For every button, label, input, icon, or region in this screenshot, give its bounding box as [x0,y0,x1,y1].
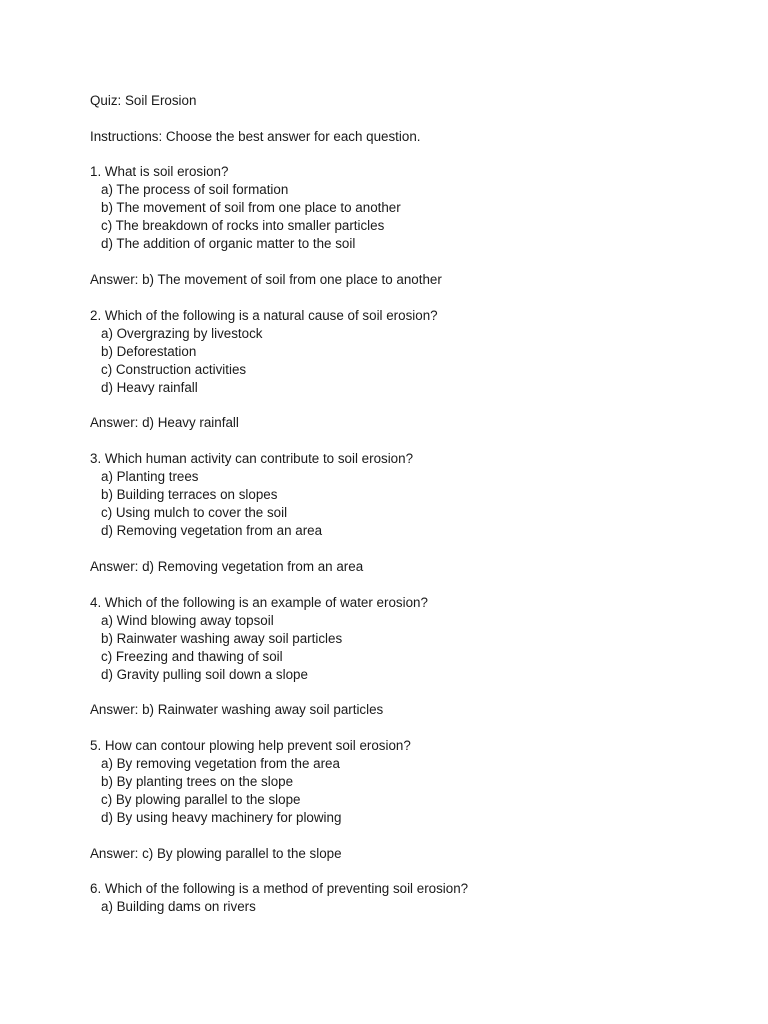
option-c: c) By plowing parallel to the slope [101,791,301,807]
option-c: c) Using mulch to cover the soil [101,505,288,521]
question-text: 4. Which of the following is an example of water erosion? [90,594,428,610]
quiz-title: Quiz: Soil Erosion [90,93,197,108]
option-b: b) By planting trees on the slope [101,773,294,789]
option-d: d) Gravity pulling soil down a slope [101,666,308,682]
spacer [90,576,730,594]
option-d: d) The addition of organic matter to the soil [101,236,356,252]
option-b: b) Building terraces on slopes [101,487,278,503]
spacer [90,827,730,845]
answer-text: Answer: b) Rainwater washing away soil particles [90,702,384,718]
question-block [90,880,730,916]
question-text: 1. What is soil erosion? [90,164,229,180]
question-block [90,594,730,737]
spacer [90,289,730,307]
option-a: a) Building dams on rivers [101,899,256,915]
option-c: c) Construction activities [101,361,247,377]
spacer [90,146,730,164]
answer-text: Answer: c) By plowing parallel to the slope [90,845,342,861]
option-d: d) Heavy rainfall [101,379,198,395]
question-text: 5. How can contour plowing help prevent soil erosion? [90,737,411,753]
option-c: c) Freezing and thawing of soil [101,648,283,664]
option-b: b) Rainwater washing away soil particles [101,630,343,646]
question-block [90,307,730,450]
answer-text: Answer: b) The movement of soil from one place to another [90,272,442,288]
option-b: b) The movement of soil from one place to another [101,200,401,216]
spacer [90,719,730,737]
answer-text: Answer: d) Heavy rainfall [90,415,239,431]
question-text: 3. Which human activity can contribute to soil erosion? [90,451,414,467]
spacer [90,684,730,702]
answer-text: Answer: d) Removing vegetation from an area [90,558,364,574]
option-c: c) The breakdown of rocks into smaller particles [101,218,385,234]
question-block [90,163,730,306]
spacer [90,253,730,271]
option-a: a) The process of soil formation [101,182,289,198]
option-d: d) By using heavy machinery for plowing [101,809,342,825]
option-a: a) Wind blowing away topsoil [101,612,274,628]
question-text: 6. Which of the following is a method of preventing soil erosion? [90,881,469,897]
option-a: a) Planting trees [101,469,199,485]
spacer [90,432,730,450]
option-a: a) By removing vegetation from the area [101,755,340,771]
question-block [90,737,730,880]
spacer [90,863,730,881]
spacer [90,540,730,558]
question-block [90,450,730,593]
quiz-document [90,92,730,916]
spacer [90,110,730,128]
option-a: a) Overgrazing by livestock [101,325,263,341]
option-d: d) Removing vegetation from an area [101,523,323,539]
instructions: Instructions: Choose the best answer for each question. [90,128,421,144]
spacer [90,397,730,415]
question-text: 2. Which of the following is a natural cause of soil erosion? [90,307,438,323]
option-b: b) Deforestation [101,343,197,359]
